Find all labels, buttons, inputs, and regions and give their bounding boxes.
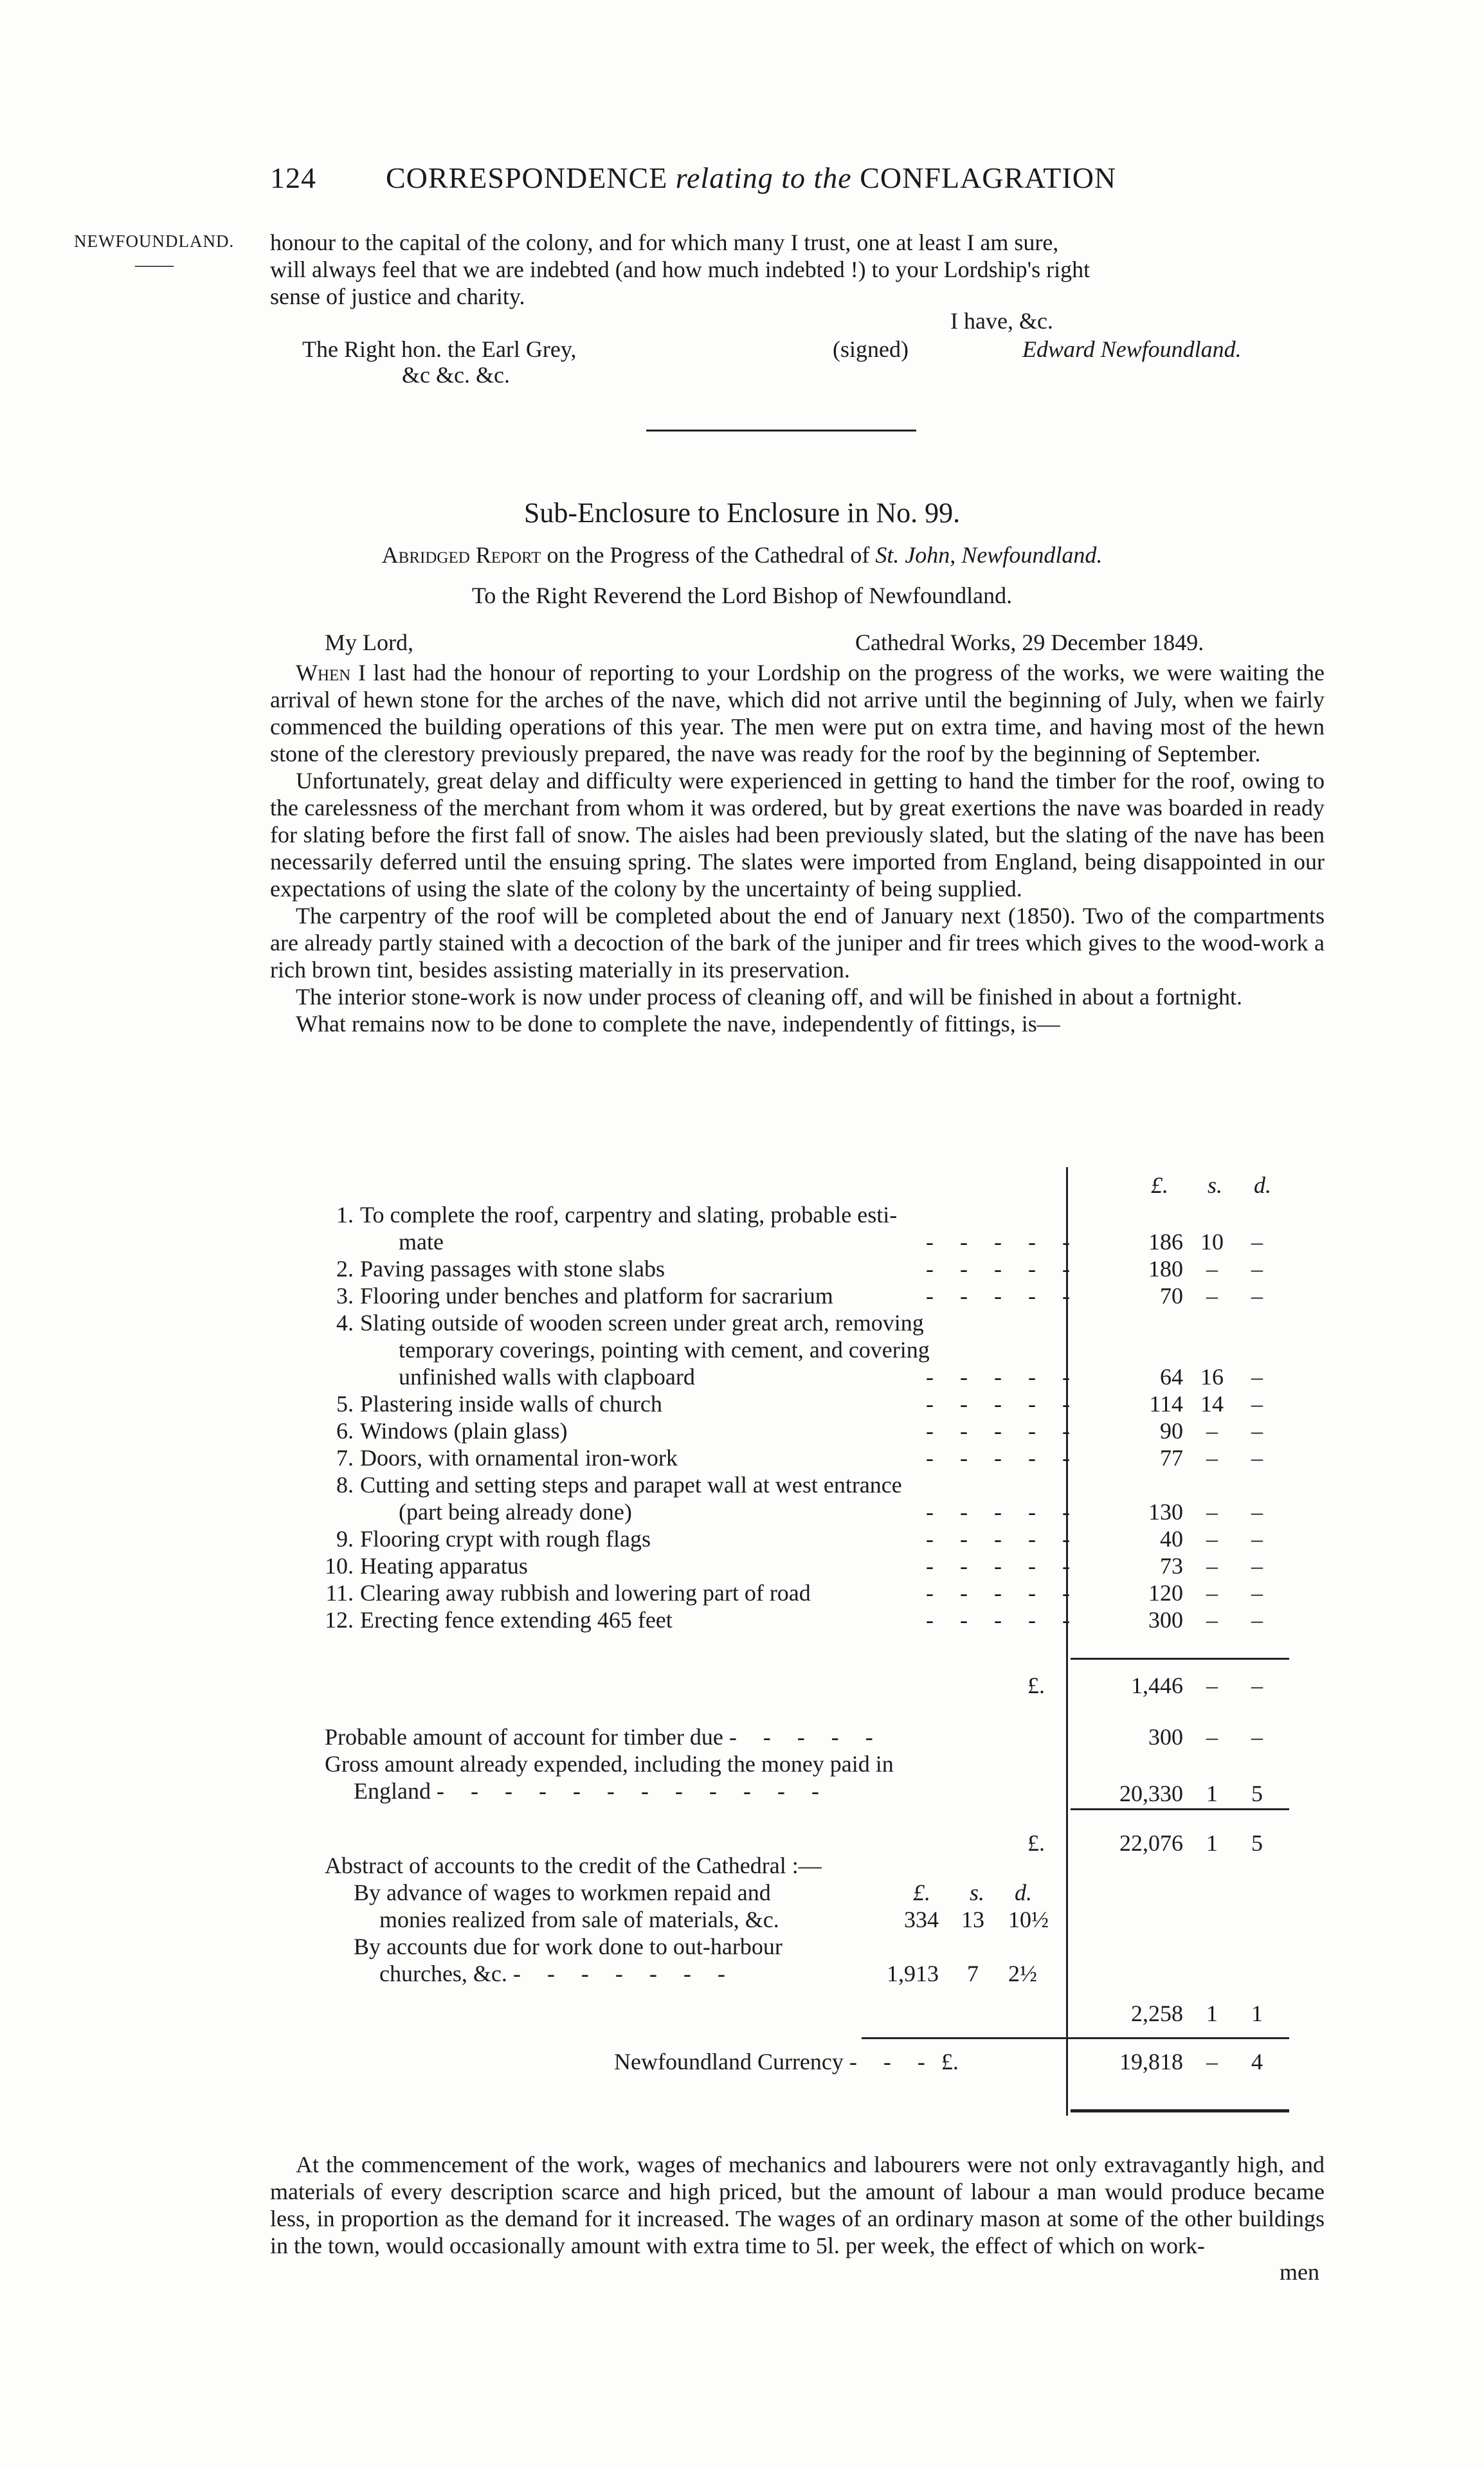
item-pounds: 40 xyxy=(1160,1526,1183,1552)
margin-note: NEWFOUNDLAND. xyxy=(74,232,235,251)
margin-dash: —— xyxy=(135,254,174,275)
paragraph-1 xyxy=(270,659,1325,767)
currency-label: Newfoundland Currency - - - £. xyxy=(614,2049,959,2075)
header-pounds: £. xyxy=(1151,1172,1168,1198)
gross-pence: 5 xyxy=(1251,1781,1263,1806)
advance-pounds: 334 xyxy=(904,1907,939,1932)
item-number: 6. xyxy=(336,1418,354,1444)
item-pounds: 70 xyxy=(1160,1283,1183,1309)
item-description: Cutting and setting steps and parapet wall at west entrance xyxy=(360,1472,902,1498)
item-number: 2. xyxy=(336,1256,354,1282)
timber-label: Probable amount of account for timber due - - - - - xyxy=(325,1724,883,1750)
subtotal-symbol: £. xyxy=(1027,1673,1045,1698)
credit-pounds: 2,258 xyxy=(1131,2001,1183,2026)
subheading-c: St. John, Newfoundland. xyxy=(875,542,1103,568)
item-leader-dots: - - - - - xyxy=(926,1607,1080,1633)
timber-pence: – xyxy=(1251,1724,1263,1750)
salutation: My Lord, xyxy=(325,630,413,655)
item-leader-dots: - - - - - xyxy=(926,1418,1080,1444)
credit-shillings: 1 xyxy=(1206,2001,1218,2026)
item-description-continued: temporary coverings, pointing with cement, and covering xyxy=(399,1337,930,1363)
item-number: 10. xyxy=(325,1553,354,1579)
item-pence: – xyxy=(1251,1580,1263,1606)
item-description-continued: unfinished walls with clapboard xyxy=(399,1364,695,1390)
item-pence: – xyxy=(1251,1283,1263,1309)
item-pence: – xyxy=(1251,1391,1263,1417)
net-pounds: 19,818 xyxy=(1119,2049,1183,2075)
item-leader-dots: - - - - - xyxy=(926,1256,1080,1282)
running-title-c: CONFLAGRATION xyxy=(860,161,1117,194)
inner-header-pounds: £. xyxy=(913,1880,930,1905)
item-pounds: 186 xyxy=(1148,1229,1183,1255)
net-rule xyxy=(862,2037,1289,2039)
item-pence: – xyxy=(1251,1256,1263,1282)
item-shillings: 16 xyxy=(1200,1364,1224,1390)
item-shillings: 10 xyxy=(1200,1229,1224,1255)
advance-shillings: 13 xyxy=(961,1907,984,1932)
item-description: To complete the roof, carpentry and slating, probable esti- xyxy=(360,1202,898,1228)
accounts-label-2: churches, &c. - - - - - - - xyxy=(379,1961,736,1986)
advance-label-2: monies realized from sale of materials, &c. xyxy=(379,1907,779,1932)
item-number: 7. xyxy=(336,1445,354,1471)
accounts-shillings: 7 xyxy=(967,1961,979,1986)
item-number: 11. xyxy=(325,1580,354,1606)
item-pounds: 64 xyxy=(1160,1364,1183,1390)
item-description: Plastering inside walls of church xyxy=(360,1391,662,1417)
item-pounds: 130 xyxy=(1148,1499,1183,1525)
item-number: 4. xyxy=(336,1310,354,1336)
addressee-line-1: The Right hon. the Earl Grey, xyxy=(302,336,577,362)
total-pence: 5 xyxy=(1251,1830,1263,1856)
item-description: Windows (plain glass) xyxy=(360,1418,568,1444)
item-number: 12. xyxy=(325,1607,354,1633)
gross-pounds: 20,330 xyxy=(1119,1781,1183,1806)
advance-pence: 10½ xyxy=(1008,1907,1049,1932)
item-shillings: – xyxy=(1206,1526,1218,1552)
item-pence: – xyxy=(1251,1445,1263,1471)
timber-shillings: – xyxy=(1206,1724,1218,1750)
accounts-pounds: 1,913 xyxy=(887,1961,939,1986)
subtotal-rule xyxy=(1071,1658,1289,1660)
item-description: Flooring under benches and platform for sacrarium xyxy=(360,1283,833,1309)
item-description: Erecting fence extending 465 feet xyxy=(360,1607,673,1633)
section-divider xyxy=(646,430,916,431)
item-number: 3. xyxy=(336,1283,354,1309)
item-number: 1. xyxy=(336,1202,354,1228)
paragraph-5: What remains now to be done to complete the nave, independently of fittings, is— xyxy=(296,1011,1060,1037)
closing-paragraph: At the commencement of the work, wages of mechanics and labourers were not only extravagantly high, and materials of every description scarce and high priced, but the amount of labour a man would produce became less, in proportion as the demand for it increased. The wages of an ordinary mason at some of the other buildings in the town, would occasionally amount with extra time to 5l. per week, the effect of which on work- xyxy=(270,2152,1325,2258)
item-shillings: – xyxy=(1206,1553,1218,1579)
abstract-label: Abstract of accounts to the credit of the Cathedral :— xyxy=(325,1853,822,1878)
running-title xyxy=(386,161,1116,195)
item-number: 8. xyxy=(336,1472,354,1498)
total-shillings: 1 xyxy=(1206,1830,1218,1856)
item-description: Doors, with ornamental iron-work xyxy=(360,1445,678,1471)
dateline: Cathedral Works, 29 December 1849. xyxy=(855,630,1204,655)
net-pence: 4 xyxy=(1251,2049,1263,2075)
accounts-label-1: By accounts due for work done to out-harbour xyxy=(354,1934,783,1959)
item-pounds: 77 xyxy=(1160,1445,1183,1471)
paragraph-1-text: I last had the honour of reporting to your Lordship on the progress of the works, we were waiting the arrival of hewn stone for the arches of the nave, which did not arrive until the beginning of July, when we fairly commenced the building operations of this year. The men were put on extra time, and having most of the hewn stone of the clerestory previously prepared, the nave was ready for the roof by the beginning of September. xyxy=(270,660,1325,767)
letter-closing: I have, &c. xyxy=(950,308,1053,334)
letter-line-2: will always feel that we are indebted (and how much indebted !) to your Lordship's right xyxy=(270,257,1090,282)
report-subheading xyxy=(0,541,1484,568)
item-pence: – xyxy=(1251,1364,1263,1390)
item-shillings: – xyxy=(1206,1256,1218,1282)
item-shillings: 14 xyxy=(1200,1391,1224,1417)
item-leader-dots: - - - - - xyxy=(926,1283,1080,1309)
item-shillings: – xyxy=(1206,1418,1218,1444)
table-vertical-rule xyxy=(1066,1167,1068,2116)
page-number: 124 xyxy=(270,161,316,194)
item-description: Flooring crypt with rough flags xyxy=(360,1526,651,1552)
item-pounds: 180 xyxy=(1148,1256,1183,1282)
item-leader-dots: - - - - - xyxy=(926,1229,1080,1255)
enclosure-heading: Sub-Enclosure to Enclosure in No. 99. xyxy=(523,497,961,529)
item-pounds: 114 xyxy=(1149,1391,1183,1417)
paragraph-1-lead: When xyxy=(296,660,351,686)
inner-header-shillings: s. xyxy=(970,1880,985,1905)
report-body xyxy=(270,659,1325,1037)
item-pence: – xyxy=(1251,1418,1263,1444)
item-leader-dots: - - - - - xyxy=(926,1499,1080,1525)
timber-pounds: 300 xyxy=(1148,1724,1183,1750)
item-leader-dots: - - - - - xyxy=(926,1391,1080,1417)
item-description-continued: (part being already done) xyxy=(399,1499,632,1525)
item-shillings: – xyxy=(1206,1580,1218,1606)
running-title-b: relating to the xyxy=(675,161,852,194)
net-double-rule xyxy=(1071,2109,1289,2112)
item-pounds: 90 xyxy=(1160,1418,1183,1444)
item-pounds: 73 xyxy=(1160,1553,1183,1579)
subtotal-shillings: – xyxy=(1206,1673,1218,1698)
catchword: men xyxy=(1280,2259,1319,2285)
running-title-a: CORRESPONDENCE xyxy=(386,161,668,194)
subtotal-pence: – xyxy=(1251,1673,1263,1698)
item-pence: – xyxy=(1251,1553,1263,1579)
inner-header-pence: d. xyxy=(1015,1880,1032,1905)
item-description-continued: mate xyxy=(399,1229,444,1255)
item-pence: – xyxy=(1251,1526,1263,1552)
signed-label: (signed) xyxy=(833,336,909,362)
item-pence: – xyxy=(1251,1229,1263,1255)
item-shillings: – xyxy=(1206,1283,1218,1309)
net-shillings: – xyxy=(1206,2049,1218,2075)
item-shillings: – xyxy=(1206,1607,1218,1633)
item-number: 5. xyxy=(336,1391,354,1417)
item-leader-dots: - - - - - xyxy=(926,1364,1080,1390)
gross-label-2: England - - - - - - - - - - - - xyxy=(354,1778,829,1804)
total-pounds: 22,076 xyxy=(1119,1830,1183,1856)
gross-label-1: Gross amount already expended, including the money paid in xyxy=(325,1751,894,1777)
item-leader-dots: - - - - - xyxy=(926,1445,1080,1471)
item-description: Slating outside of wooden screen under great arch, removing xyxy=(360,1310,924,1336)
item-pence: – xyxy=(1251,1607,1263,1633)
subheading-b: on the Progress of the Cathedral of xyxy=(547,542,870,568)
header-shillings: s. xyxy=(1208,1172,1223,1198)
item-pence: – xyxy=(1251,1499,1263,1525)
total-symbol: £. xyxy=(1027,1830,1045,1856)
paragraph-2: Unfortunately, great delay and difficulty were experienced in getting to hand the timber for the roof, owing to the carelessness of the merchant from whom it was ordered, but by great exertions the nave was boarded in ready for slating before the first fall of snow. The aisles had been previously slated, but the slating of the nave has been necessarily deferred until the ensuing spring. The slates were imported from England, being disappointed in our expectations of using the slate of the colony by the uncertainty of being supplied. xyxy=(270,768,1325,902)
subtotal-pounds: 1,446 xyxy=(1131,1673,1183,1698)
header-pence: d. xyxy=(1254,1172,1271,1198)
item-shillings: – xyxy=(1206,1445,1218,1471)
advance-label-1: By advance of wages to workmen repaid and xyxy=(354,1880,771,1905)
addressee-line-2: &c &c. &c. xyxy=(402,362,510,388)
accounts-pence: 2½ xyxy=(1008,1961,1037,1986)
item-description: Clearing away rubbish and lowering part of road xyxy=(360,1580,811,1606)
item-leader-dots: - - - - - xyxy=(926,1526,1080,1552)
item-shillings: – xyxy=(1206,1499,1218,1525)
item-description: Heating apparatus xyxy=(360,1553,528,1579)
to-line: To the Right Reverend the Lord Bishop of Newfoundland. xyxy=(471,583,1013,608)
paragraph-3: The carpentry of the roof will be completed about the end of January next (1850). Two of the compartments are already partly stained with a decoction of the bark of the juniper and fir trees which gives to the wood-work a rich brown tint, besides assisting materially in its preservation. xyxy=(270,903,1325,983)
item-leader-dots: - - - - - xyxy=(926,1553,1080,1579)
credit-pence: 1 xyxy=(1251,2001,1263,2026)
item-leader-dots: - - - - - xyxy=(926,1580,1080,1606)
item-pounds: 300 xyxy=(1148,1607,1183,1633)
signature: Edward Newfoundland. xyxy=(1022,336,1242,362)
item-number: 9. xyxy=(336,1526,354,1552)
letter-line-1: honour to the capital of the colony, and for which many I trust, one at least I am sure, xyxy=(270,230,1059,255)
item-description: Paving passages with stone slabs xyxy=(360,1256,665,1282)
paragraph-4: The interior stone-work is now under process of cleaning off, and will be finished in about a fortnight. xyxy=(296,984,1242,1010)
item-pounds: 120 xyxy=(1148,1580,1183,1606)
total-rule xyxy=(1071,1808,1289,1810)
subheading-a: Abridged Report xyxy=(381,542,541,568)
letter-line-3: sense of justice and charity. xyxy=(270,284,525,309)
gross-shillings: 1 xyxy=(1206,1781,1218,1806)
